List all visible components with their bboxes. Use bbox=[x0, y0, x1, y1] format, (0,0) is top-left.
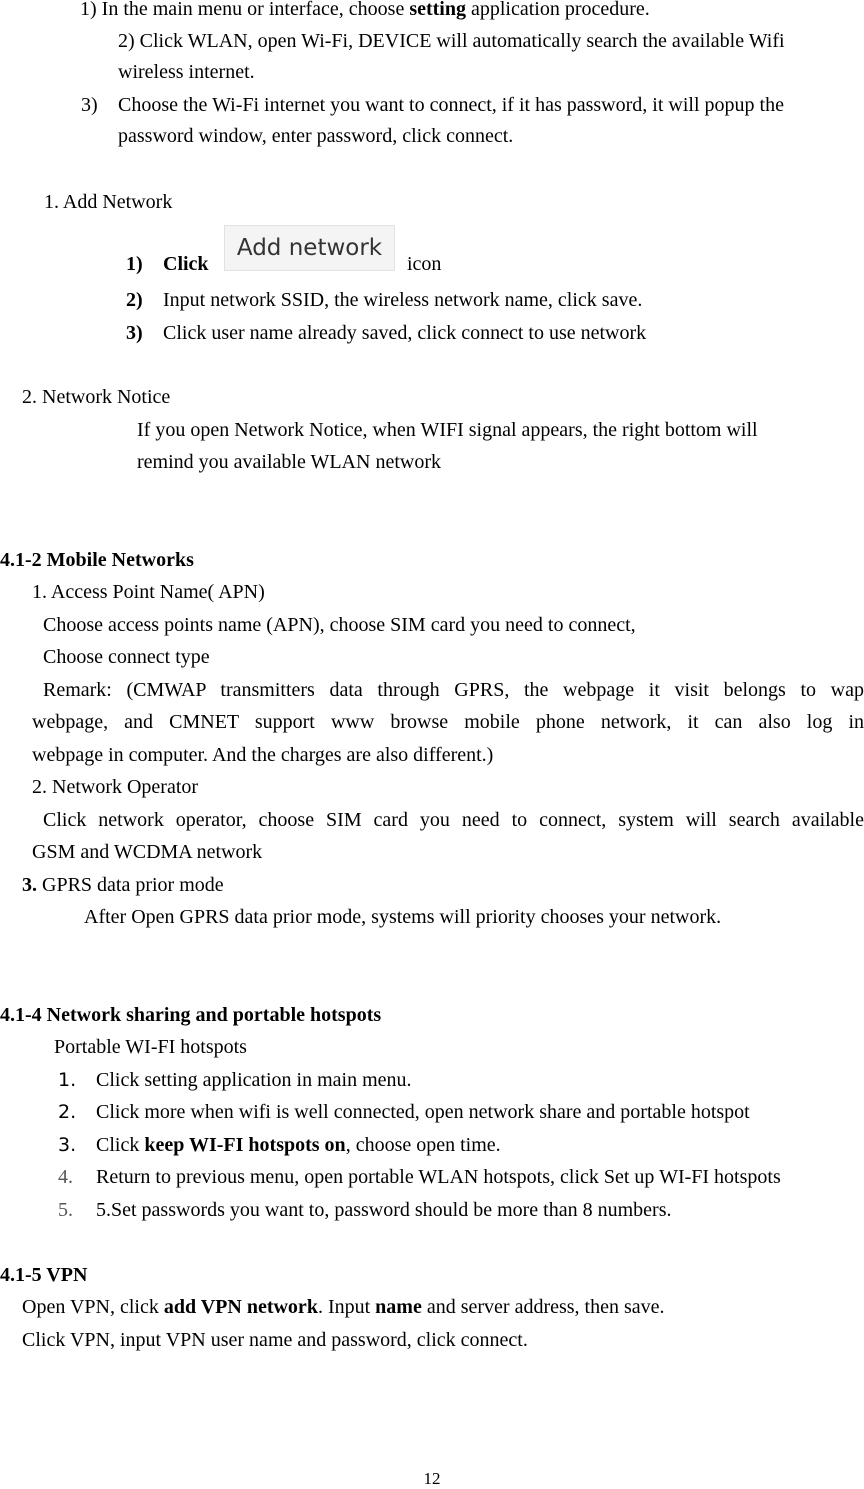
gprs-heading: 3. GPRS data prior mode bbox=[22, 874, 224, 896]
vpn-line-2: Click VPN, input VPN user name and password, click connect. bbox=[22, 1329, 528, 1351]
hotspot-item-1-text: Click setting application in main menu. bbox=[96, 1069, 412, 1091]
gprs-line: After Open GPRS data prior mode, systems will priority chooses your network. bbox=[84, 906, 722, 928]
hotspot-item-4-number: 4. bbox=[58, 1166, 73, 1188]
hotspot-item-1-number: 1. bbox=[58, 1069, 77, 1091]
network-notice-line-2: remind you available WLAN network bbox=[137, 451, 441, 473]
add-network-item-1-click: Click bbox=[163, 253, 209, 275]
apn-line-2: Choose connect type bbox=[43, 646, 210, 668]
wlan-step-3-line-2: password window, enter password, click connect. bbox=[118, 125, 514, 147]
wlan-step-1: 1) In the main menu or interface, choose setting application procedure. bbox=[80, 0, 650, 20]
add-network-item-1-icon-word: icon bbox=[407, 253, 442, 275]
add-network-item-2-number: 2) bbox=[126, 289, 143, 311]
add-network-item-1-number: 1) bbox=[126, 253, 143, 275]
network-operator-line-1: Click network operator, choose SIM card you need to connect, system will search available bbox=[43, 809, 864, 831]
wlan-step-3-line-1: Choose the Wi-Fi internet you want to connect, if it has password, it will popup the bbox=[118, 94, 784, 116]
network-operator-heading: 2. Network Operator bbox=[32, 776, 199, 798]
hotspot-item-2-text: Click more when wifi is well connected, open network share and portable hotspot bbox=[96, 1101, 750, 1123]
remark-line-1: Remark: (CMWAP transmitters data through GPRS, the webpage it visit belongs to wap bbox=[43, 679, 864, 701]
add-network-item-2-text: Input network SSID, the wireless network name, click save. bbox=[163, 289, 643, 311]
add-network-item-3-number: 3) bbox=[126, 322, 143, 344]
hotspot-item-5-number: 5. bbox=[58, 1199, 73, 1221]
wlan-step-2-line-1: 2) Click WLAN, open Wi-Fi, DEVICE will automatically search the available Wifi bbox=[118, 30, 785, 52]
hotspot-item-4-text: Return to previous menu, open portable WLAN hotspots, click Set up WI-FI hotspots bbox=[96, 1166, 781, 1188]
hotspots-subheading: Portable WI-FI hotspots bbox=[54, 1036, 247, 1058]
wlan-step-3-number: 3) bbox=[81, 94, 98, 116]
network-notice-heading: 2. Network Notice bbox=[22, 386, 171, 408]
hotspot-item-3-number: 3. bbox=[58, 1134, 77, 1156]
page-number: 12 bbox=[423, 1469, 441, 1488]
vpn-line-1: Open VPN, click add VPN network. Input name and server address, then save. bbox=[22, 1296, 665, 1318]
mobile-networks-heading: 4.1-2 Mobile Networks bbox=[0, 549, 194, 571]
apn-line-1: Choose access points name (APN), choose SIM card you need to connect, bbox=[43, 614, 636, 636]
add-network-button-image: Add network bbox=[224, 225, 395, 271]
add-network-item-3-text: Click user name already saved, click connect to use network bbox=[163, 322, 647, 344]
add-network-heading: 1. Add Network bbox=[44, 191, 173, 213]
hotspot-item-3-text: Click keep WI-FI hotspots on, choose open time. bbox=[96, 1134, 501, 1156]
wlan-step-2-line-2: wireless internet. bbox=[118, 61, 255, 83]
remark-line-2: webpage, and CMNET support www browse mobile phone network, it can also log in bbox=[32, 711, 864, 733]
network-operator-line-2: GSM and WCDMA network bbox=[32, 841, 263, 863]
apn-heading: 1. Access Point Name( APN) bbox=[32, 581, 265, 603]
hotspots-heading: 4.1-4 Network sharing and portable hotspots bbox=[0, 1004, 382, 1026]
network-notice-line-1: If you open Network Notice, when WIFI signal appears, the right bottom will bbox=[137, 419, 758, 441]
remark-line-3: webpage in computer. And the charges are also different.) bbox=[32, 744, 494, 766]
hotspot-item-5-text: 5.Set passwords you want to, password should be more than 8 numbers. bbox=[96, 1199, 672, 1221]
hotspot-item-2-number: 2. bbox=[58, 1101, 77, 1123]
vpn-heading: 4.1-5 VPN bbox=[0, 1264, 88, 1286]
